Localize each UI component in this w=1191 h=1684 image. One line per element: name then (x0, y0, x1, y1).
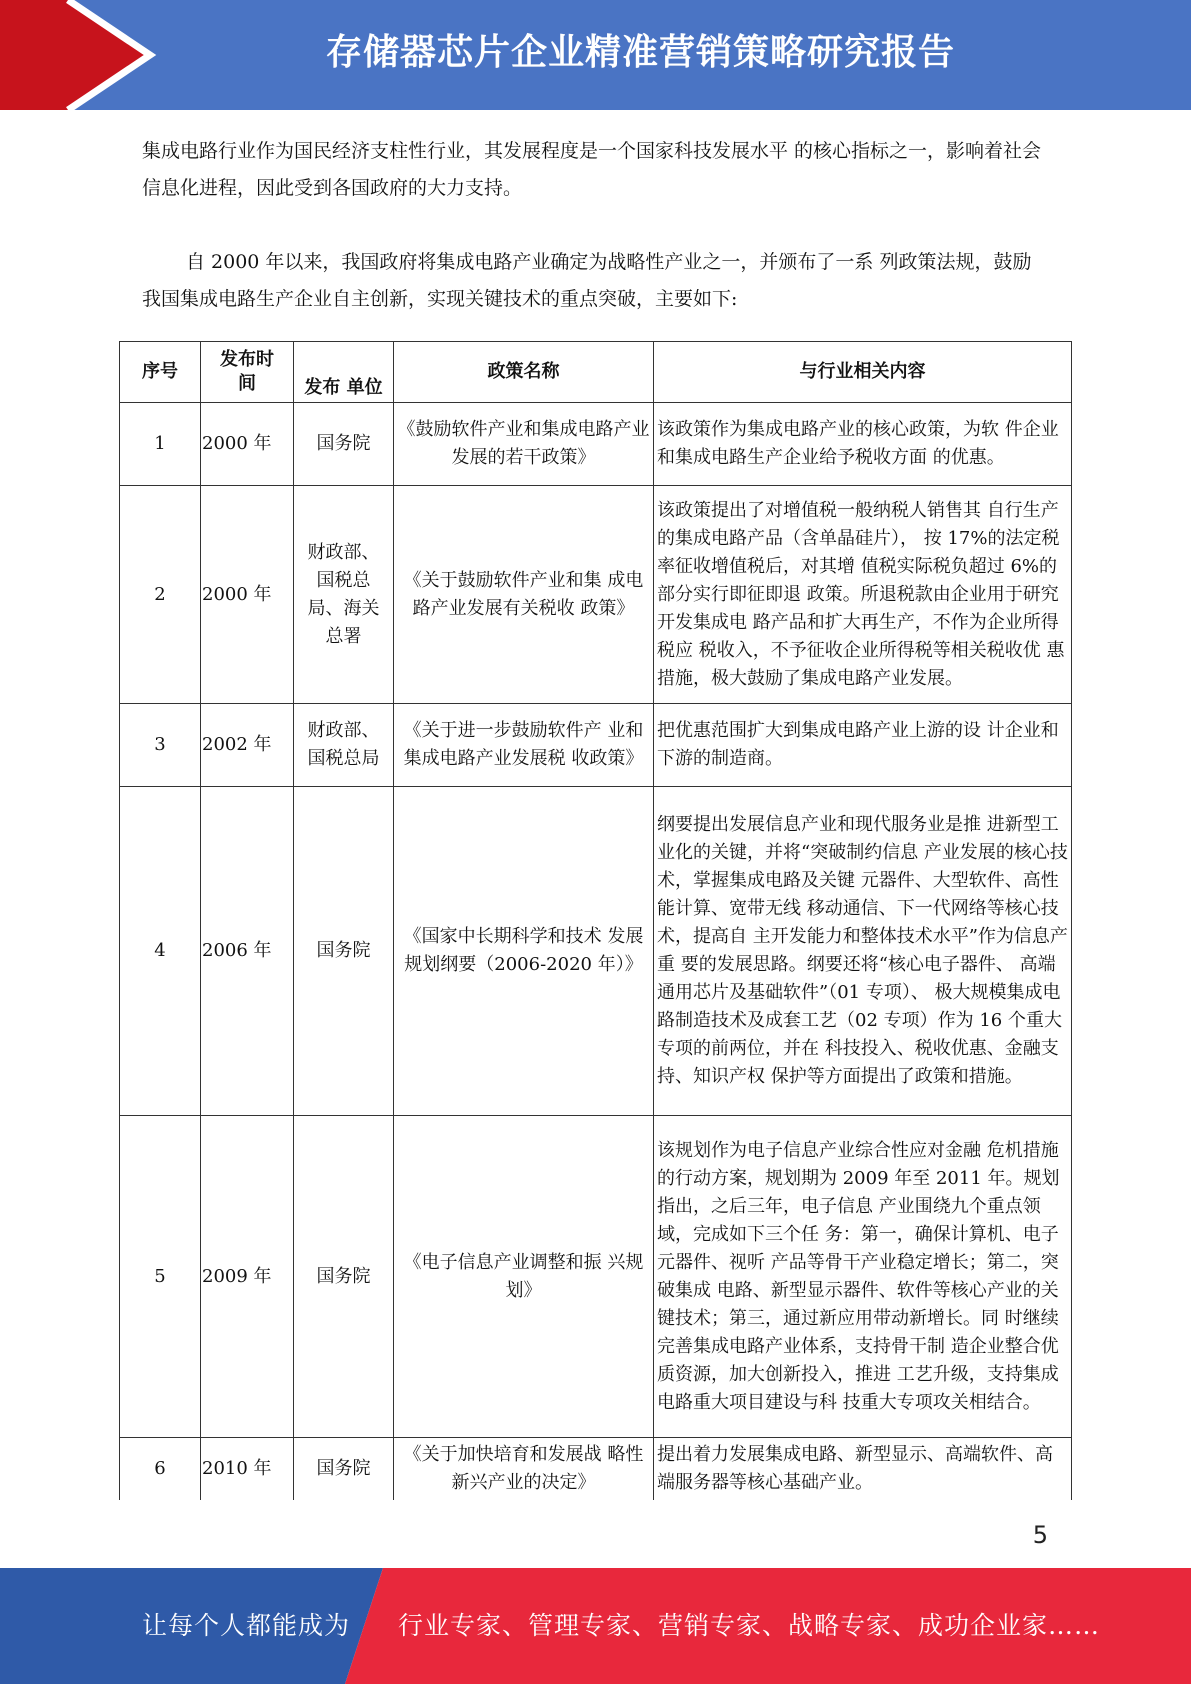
row-org: 国务院 (294, 787, 394, 1116)
header-index: 序号 (120, 342, 201, 403)
page-number: 5 (1032, 1521, 1048, 1549)
row-index: 3 (120, 704, 201, 787)
row-content: 该规划作为电子信息产业综合性应对金融 危机措施的行动方案，规划期为 2009 年至 2011 年。规划指出，之后三年，电子信息 产业围绕九个重点领域，完成如下三个任 务：第一，确保计算机、电子元器件、视听 产品等骨干产业稳定增长；第二，突破集成 电路、新型显示器件、软件等核心产业的关 键技术；第三，通过新应用带动新增长。同 时继续完善集成电路产业体系，支持骨干制 造企业整合优质资源，加大创新投入，推进 工艺升级，支持集成电路重大项目建设与科 技重大专项攻关相结合。 (654, 1116, 1072, 1438)
table-row (120, 486, 1072, 704)
row-index: 6 (120, 1438, 201, 1500)
row-date: 2000 年 (201, 403, 294, 486)
row-org: 国务院 (294, 403, 394, 486)
row-date: 2009 年 (201, 1116, 294, 1438)
row-policy-name: 《国家中长期科学和技术 发展规划纲要（2006-2020 年）》 (394, 787, 654, 1116)
row-date: 2000 年 (201, 486, 294, 704)
table-row (120, 704, 1072, 787)
table-header-row (120, 342, 1072, 403)
table-row (120, 1438, 1072, 1500)
row-date: 2002 年 (201, 704, 294, 787)
report-footer (0, 1568, 1191, 1684)
row-policy-name: 《电子信息产业调整和振 兴规划》 (394, 1116, 654, 1438)
row-org: 国务院 (294, 1438, 394, 1500)
row-org: 财政部、国税总局、海关总署 (294, 486, 394, 704)
header-policy-name: 政策名称 (394, 342, 654, 403)
row-policy-name: 《关于加快培育和发展战 略性新兴产业的决定》 (394, 1438, 654, 1500)
row-content: 该政策提出了对增值税一般纳税人销售其 自行生产的集成电路产品（含单晶硅片）， 按 17%的法定税率征收增值税后，对其增 值税实际税负超过 6%的部分实行即征即退 政策。所退税款由企业用于研究开发集成电 路产品和扩大再生产，不作为企业所得税应 税收入，不予征收企业所得税等相关税收优 惠措施，极大鼓励了集成电路产业发展。 (654, 486, 1072, 704)
row-content: 纲要提出发展信息产业和现代服务业是推 进新型工业化的关键，并将“突破制约信息 产业发展的核心技术，掌握集成电路及关键 元器件、大型软件、高性能计算、宽带无线 移动通信、下一代网络等核心技术，提高自 主开发能力和整体技术水平”作为信息产重 要的发展思路。纲要还将“核心电子器件、 高端通用芯片及基础软件”（01 专项）、 极大规模集成电路制造技术及成套工艺（02 专项）作为 16 个重大专项的前两位，并在 科技投入、税收优惠、金融支持、知识产权 保护等方面提出了政策和措施。 (654, 787, 1072, 1116)
row-date: 2006 年 (201, 787, 294, 1116)
footer-slogan-right: 行业专家、管理专家、营销专家、战略专家、成功企业家…… (398, 1611, 1101, 1640)
policy-intro-paragraph: 自 2000 年以来，我国政府将集成电路产业确定为战略性产业之一，并颁布了一系 列政策法规，鼓励我国集成电路生产企业自主创新，实现关键技术的重点突破，主要如下: (142, 251, 1032, 310)
header-date: 发布时间 (201, 342, 294, 403)
row-index: 1 (120, 403, 201, 486)
row-policy-name: 《关于进一步鼓励软件产 业和集成电路产业发展税 收政策》 (394, 704, 654, 787)
row-index: 2 (120, 486, 201, 704)
header-org: 发布 单位 (294, 342, 394, 403)
row-content: 该政策作为集成电路产业的核心政策，为软 件企业和集成电路生产企业给予税收方面 的优惠。 (654, 403, 1072, 486)
row-date: 2010 年 (201, 1438, 294, 1500)
report-title: 存储器芯片企业精准营销策略研究报告 (325, 32, 955, 73)
table-row (120, 787, 1072, 1116)
header-content: 与行业相关内容 (654, 342, 1072, 403)
intro-paragraph: 集成电路行业作为国民经济支柱性行业，其发展程度是一个国家科技发展水平 的核心指标之一，影响着社会信息化进程，因此受到各国政府的大力支持。 (142, 140, 1042, 199)
table-row (120, 403, 1072, 486)
row-org: 财政部、国税总局 (294, 704, 394, 787)
row-content: 把优惠范围扩大到集成电路产业上游的设 计企业和下游的制造商。 (654, 704, 1072, 787)
table-row (120, 1116, 1072, 1438)
row-policy-name: 《关于鼓励软件产业和集 成电路产业发展有关税收 政策》 (394, 486, 654, 704)
row-org: 国务院 (294, 1116, 394, 1438)
row-policy-name: 《鼓励软件产业和集成电路产业发展的若干政策》 (394, 403, 654, 486)
report-header (0, 0, 1191, 110)
row-index: 5 (120, 1116, 201, 1438)
footer-slogan-left: 让每个人都能成为 (142, 1611, 351, 1640)
row-content: 提出着力发展集成电路、新型显示、高端软件、高端服务器等核心基础产业。 (654, 1438, 1072, 1500)
row-index: 4 (120, 787, 201, 1116)
policy-table (119, 341, 1072, 1500)
